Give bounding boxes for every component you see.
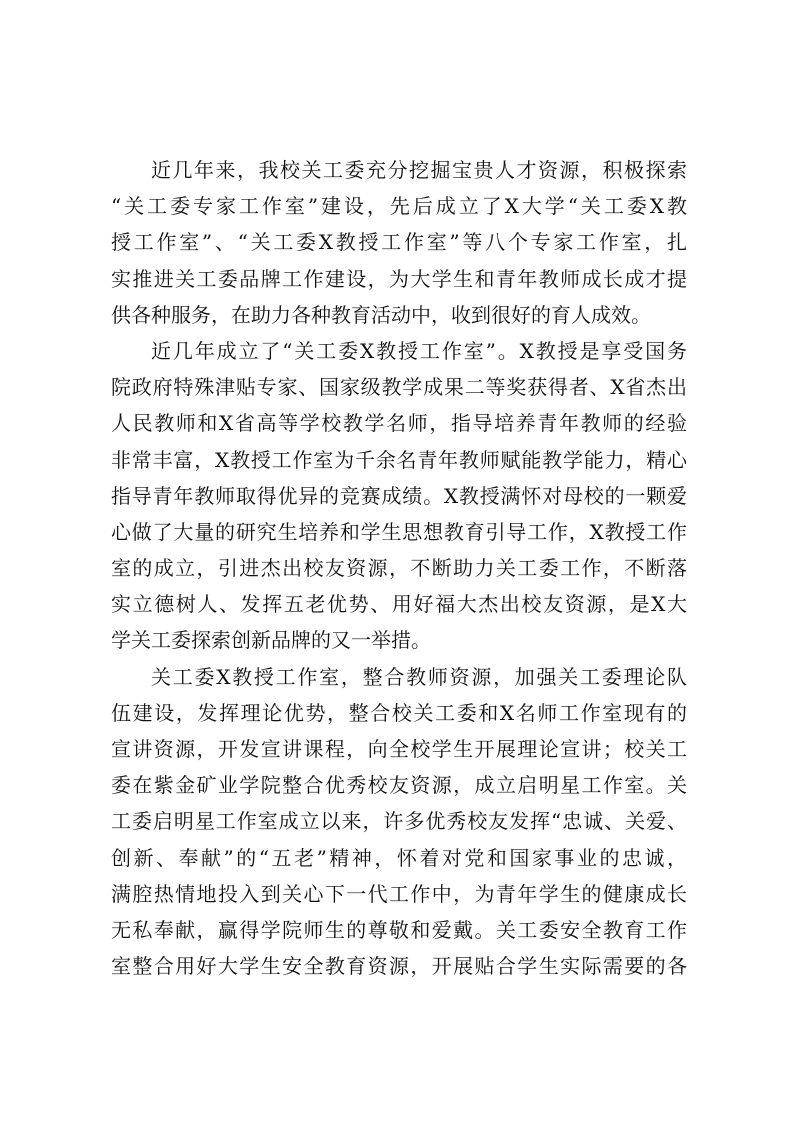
- text-line: 院政府特殊津贴专家、国家级教学成果二等奖获得者、X省杰出: [111, 375, 687, 400]
- text-line: 授工作室”、“关工委X教授工作室”等八个专家工作室，扎: [111, 230, 687, 255]
- paragraph-1: [111, 152, 687, 333]
- text-line: 宣讲资源，开发宣讲课程，向全校学生开展理论宣讲；校关工: [111, 737, 687, 761]
- text-line: 创新、奉献”的“五老”精神，怀着对党和国家事业的忠诚，: [111, 845, 687, 870]
- text-line: 非常丰富，X教授工作室为千余名青年教师赋能教学能力，精心: [111, 447, 687, 472]
- paragraph-3: [111, 659, 687, 985]
- text-line: “关工委专家工作室”建设，先后成立了X大学“关工委X教: [111, 194, 687, 219]
- text-line: 委在紫金矿业学院整合优秀校友资源，成立启明星工作室。关: [111, 773, 687, 798]
- text-line: 实推进关工委品牌工作建设，为大学生和青年教师成长成才提: [111, 266, 687, 291]
- text-line: 室整合用好大学生安全教育资源，开展贴合学生实际需要的各: [111, 954, 687, 979]
- text-line: 满腔热情地投入到关心下一代工作中，为青年学生的健康成长: [111, 881, 687, 906]
- text-line: 工委启明星工作室成立以来，许多优秀校友发挥“忠诚、关爱、: [111, 809, 687, 834]
- text-line: 心做了大量的研究生培养和学生思想教育引导工作，X教授工作: [111, 519, 687, 544]
- text-line: 室的成立，引进杰出校友资源，不断助力关工委工作，不断落: [111, 556, 687, 581]
- text-line: 关工委X教授工作室，整合教师资源，加强关工委理论队: [151, 664, 687, 689]
- text-line: 指导青年教师取得优异的竞赛成绩。X教授满怀对母校的一颗爱: [111, 483, 687, 508]
- text-line: 伍建设，发挥理论优势，整合校关工委和X名师工作室现有的: [111, 700, 687, 725]
- text-line: 供各种服务，在助力各种教育活动中，收到很好的育人成效。: [111, 302, 651, 327]
- document-body: [111, 152, 687, 984]
- text-line: 人民教师和X省高等学校教学名师，指导培养青年教师的经验: [111, 411, 687, 436]
- text-line: 无私奉献，赢得学院师生的尊敬和爱戴。关工委安全教育工作: [111, 917, 687, 942]
- text-line: 学关工委探索创新品牌的又一举措。: [111, 628, 431, 653]
- paragraph-2: [111, 333, 687, 659]
- text-line: 近几年来，我校关工委充分挖掘宝贵人才资源，积极探索: [151, 158, 687, 182]
- text-line: 近几年成立了“关工委X教授工作室”。X教授是享受国务: [151, 338, 687, 363]
- text-line: 实立德树人、发挥五老优势、用好福大杰出校友资源，是X大: [111, 592, 687, 617]
